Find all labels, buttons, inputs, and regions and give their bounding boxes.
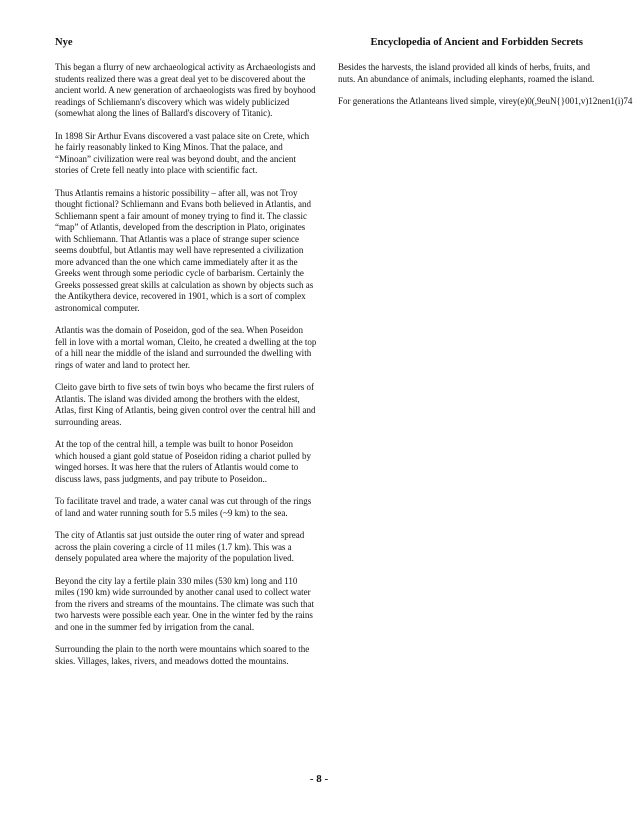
paragraph-garbled: For generations the Atlanteans lived simple, virey(e)0(,9euN{}001,v)12nen1(i)74 (338, 96, 633, 106)
header-author: Nye (55, 37, 73, 48)
header-title: Encyclopedia of Ancient and Forbidden Secrets (370, 37, 583, 48)
paragraph: Surrounding the plain to the north were mountains which soared to the skies. Villages, lakes, rivers, and meadows dotted the mountains. (55, 644, 310, 666)
right-column (338, 62, 638, 119)
paragraph: In 1898 Sir Arthur Evans discovered a vast palace site on Crete, which he fairly reasonably linked to King Minos. That the palace, and “Minoan” civilization were real was beyond doubt, and the ancient stories of Crete fell neatly into place with scientific fact. (55, 130, 310, 175)
paragraph: This began a flurry of new archaeological activity as Archaeologists and students realized there was a great deal yet to be discovered about the ancient world. A new generation of archaeologists was fired by boyhood readings of Schliemann's discovery which was widely publicized (somewhat along the lines of Ballard's discovery of Titanic). (55, 62, 316, 118)
left-column (55, 62, 317, 678)
paragraph: Cleito gave birth to five sets of twin boys who became the first rulers of Atlantis. The island was divided among the brothers with the eldest, Atlas, first King of Atlantis, being given control over the central hill and surrounding areas. (55, 382, 316, 427)
page-number: - 8 - (309, 773, 329, 785)
paragraph: The city of Atlantis sat just outside the outer ring of water and spread across the plain covering a circle of 11 miles (1.7 km). This was a densely populated area where the majority of the population lived. (55, 530, 305, 563)
paragraph: Besides the harvests, the island provided all kinds of herbs, fruits, and nuts. An abundance of animals, including elephants, roamed the island. (338, 62, 595, 84)
paragraph: Thus Atlantis remains a historic possibility – after all, was not Troy thought fictional? Schliemann and Evans both believed in Atlantis, and Schliemann spent a fair amount of money trying to find it. The classic “map” of Atlantis, developed from the description in Plato, originates with Schliemann. That Atlantis was a place of strange super science seems doubtful, but Atlantis may well have represented a civilization more advanced than the one which came immediately after it as the Greeks went through some periodic cycle of barbarism. Certainly the Greeks possessed great skills at calculation as shown by objects such as the Antikythera device, recovered in 1901, which is a sort of complex astronomical computer. (55, 187, 314, 313)
paragraph: To facilitate travel and trade, a water canal was cut through of the rings of land and water running south for 5.5 miles (~9 km) to the sea. (55, 496, 312, 518)
paragraph: Beyond the city lay a fertile plain 330 miles (530 km) long and 110 miles (190 km) wide surrounded by another canal used to collect water from the rivers and streams of the mountains. The climate was such that two harvests were possible each year. One in the winter fed by the rains and one in the summer fed by irrigation from the canal. (55, 575, 315, 632)
paragraph: Atlantis was the domain of Poseidon, god of the sea. When Poseidon fell in love with a mortal woman, Cleito, he created a dwelling at the top of a hill near the middle of the island and surrounded the dwelling with rings of water and land to protect her. (55, 325, 317, 370)
paragraph: At the top of the central hill, a temple was built to honor Poseidon which housed a giant gold statue of Poseidon riding a chariot pulled by winged horses. It was here that the rulers of Atlantis would come to discuss laws, pass judgments, and pay tribute to Poseidon.. (55, 439, 311, 484)
